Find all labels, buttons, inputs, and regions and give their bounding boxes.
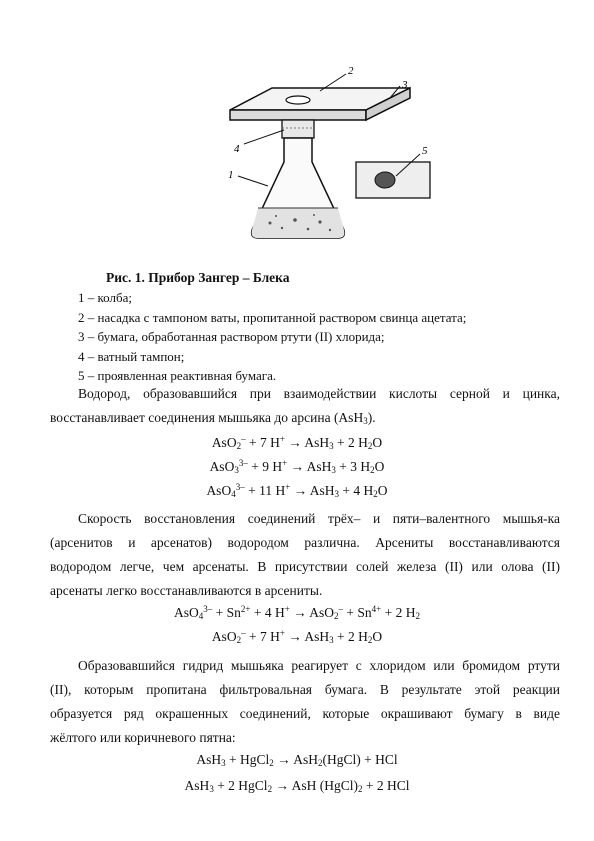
legend-item: 2 – насадка с тампоном ваты, пропитанной раствором свинца ацетата;: [78, 309, 467, 325]
equation-1: AsO$_2$– + 7 H+ → AsH$_3$ + 2 $H_2O$: [211, 434, 383, 451]
paragraph-line: Образовавшийся гидрид мышьяка реагирует с хлоридом или бромидом ртути: [78, 658, 560, 673]
figure-legend: [78, 288, 466, 386]
paragraph-line: Водород, образовавшийся при взаимодействии кислоты серной и цинка,: [78, 386, 560, 401]
paragraph-3: [50, 654, 560, 750]
paragraph-line: (II), которым пропитана фильтровальная бумага. В результате этой реакции: [50, 682, 560, 697]
callout-4: 4: [234, 143, 240, 155]
paragraph-2: [50, 507, 560, 603]
equation-4: $AsO_4^{3-} + Sn^{2+} + 4$ $H^+ \to AsO_2^- + Sn^{4+} + 2$ $H_2$: [173, 604, 420, 621]
paragraph-line: образуется ряд окрашенных соединений, которые окрашивают бумагу в виде: [50, 706, 560, 721]
paragraph-line: жёлтого или коричневого пятна:: [50, 730, 236, 745]
callout-2: 2: [348, 65, 354, 77]
legend-item: 5 – проявленная реактивная бумага.: [78, 368, 277, 383]
callout-5: 5: [422, 145, 428, 157]
callout-1: 1: [228, 169, 234, 181]
legend-item: 1 – колба;: [78, 290, 132, 305]
paragraph-1: [50, 382, 560, 433]
callout-3: 3: [402, 79, 408, 91]
equation-7: AsH$_3$ + 2 HgCl$_2$ → AsH $(HgCl)_2 + 2$ HCl: [184, 778, 410, 794]
paragraph-line: восстанавливает соединения мышьяка до арсина (AsH$_3$).: [50, 410, 376, 426]
paragraph-line: арсенаты легко восстанавливаются в арсениты.: [50, 583, 323, 598]
equation-6: AsH$_3$ + HgCl$_2$ → AsH$_2$(HgCl) + HCl: [196, 752, 398, 768]
paragraph-line: (арсенитов и арсенатов) водородом различна. Арсениты восстанавливаются: [50, 535, 560, 550]
equation-2: AsO$_3^{3-}$ + 9 H+ → AsH$_3$ + 3 $H_2O$: [209, 458, 385, 475]
paragraph-line: Скорость восстановления соединений трёх– и пяти–валентного мышья-ка: [78, 511, 560, 526]
cotton-tube-attachment: [282, 120, 314, 138]
equation-3: AsO$_4^{3-}$ + 11 H+ → AsH$_3$ + 4 $H_2O$: [206, 482, 388, 499]
paragraph-line: водородом легче, чем арсенаты. В присутствии солей железа (II) или олова (II): [50, 559, 560, 574]
sanger-black-apparatus-figure: [200, 58, 450, 258]
legend-item: 4 – ватный тампон;: [78, 348, 185, 364]
equation-5: AsO$_2$– + 7 H+ → AsH$_3$ + 2 $H_2O$: [211, 628, 383, 645]
figure-caption: Рис. 1. Прибор Зангер – Блека: [106, 270, 290, 285]
legend-item: 3 – бумага, обработанная раствором ртути (II) хлорида;: [78, 329, 385, 344]
